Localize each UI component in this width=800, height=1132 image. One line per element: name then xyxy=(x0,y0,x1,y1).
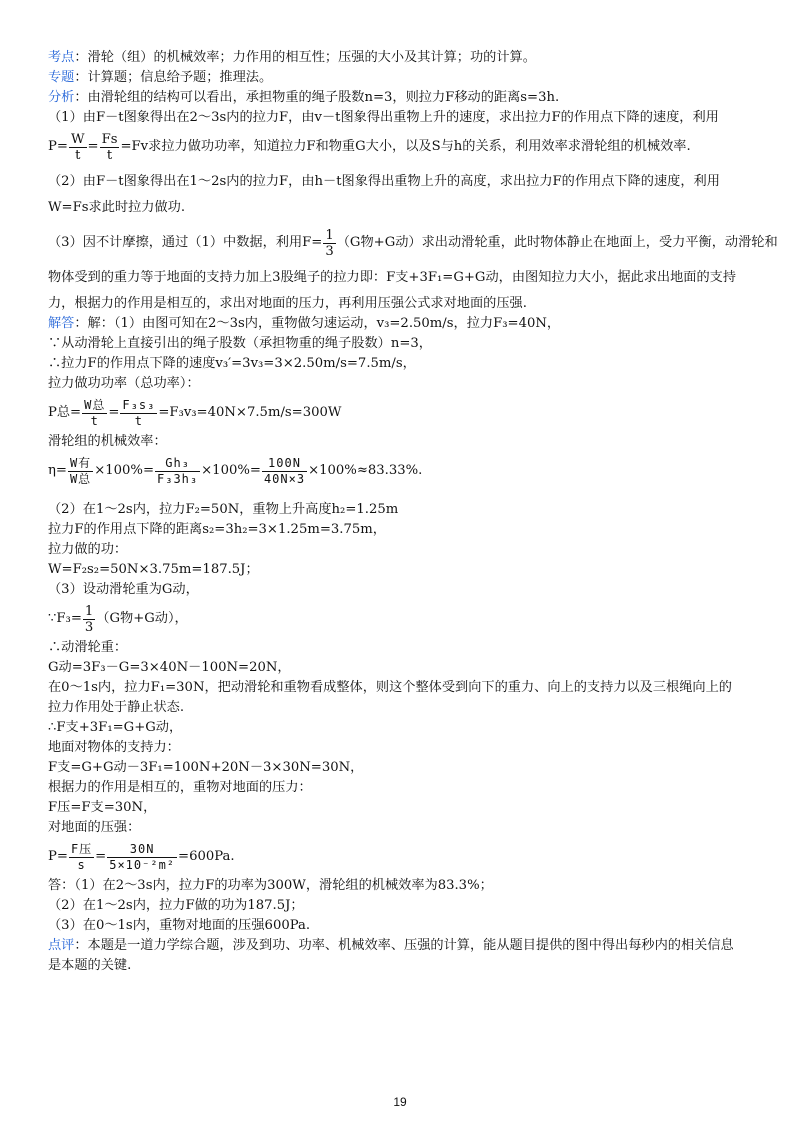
solution-line19: 对地面的压强： xyxy=(48,820,141,835)
fraction-one-third xyxy=(323,228,335,259)
solution-line2: ∴拉力F的作用点下降的速度v₃′=3v₃=3×2.50m/s=7.5m/s， xyxy=(48,356,416,371)
frac-den: t xyxy=(134,413,143,428)
solution-line14: ∴F支+3F₁=G+G动， xyxy=(48,720,183,735)
frac-num: W xyxy=(70,131,85,147)
dianping-label: 点评 xyxy=(48,938,75,953)
frac-num: 100N xyxy=(262,456,307,472)
pa-suffix: =600Pa. xyxy=(178,849,235,864)
frac-den: F₃3h₃ xyxy=(157,471,199,486)
p-suffix: =F₃v₃=40N×7.5m/s=300W xyxy=(158,405,342,420)
fenxi-line xyxy=(48,88,756,108)
analysis3-suffix: （G物+G动）求出动滑轮重，此时物体静止在地面上，受力平衡，动滑轮和 xyxy=(336,235,778,250)
pa-prefix: P= xyxy=(48,849,68,864)
frac-num: Fs xyxy=(101,131,118,147)
frac-den: s xyxy=(77,857,86,872)
solution-line6: 拉力F的作用点下降的距离s₂=3h₂=3×1.25m=3.75m， xyxy=(48,522,386,537)
solution-line11: G动=3F₃－G=3×40N－100N=20N， xyxy=(48,660,291,675)
frac-num: F压 xyxy=(70,841,93,856)
solution-line7: 拉力做的功： xyxy=(48,542,128,557)
answer-line3: （3）在0～1s内，重物对地面的压强600Pa. xyxy=(48,918,311,933)
analysis1-line1: （1）由F－t图象得出在2～3s内的拉力F，由v－t图象得出重物上升的速度，求出拉力F的作用点下降的速度，利用 xyxy=(48,110,719,125)
eta-prefix: η= xyxy=(48,463,67,478)
answer-line1: 答：（1）在2～3s内，拉力F的功率为300W，滑轮组的机械效率为83.3%； xyxy=(48,878,493,893)
frac-num: W有 xyxy=(69,455,92,470)
fraction-fpressure-over-s xyxy=(69,842,94,873)
document-body xyxy=(48,48,778,976)
fraction-gh3-over-f3-3h3 xyxy=(155,456,200,487)
answer-line2: （2）在1～2s内，拉力F做的功为187.5J； xyxy=(48,898,304,913)
total-power-formula xyxy=(48,394,756,432)
dianping-line2: 是本题的关键. xyxy=(48,958,132,973)
frac-den: t xyxy=(106,147,113,163)
frac-num: W总 xyxy=(84,397,106,412)
fraction-fs-over-t xyxy=(100,132,120,163)
analysis1-formula-line xyxy=(48,128,756,166)
dianping-line xyxy=(48,936,756,956)
p-prefix: P总= xyxy=(48,405,82,420)
fenxi-label: 分析 xyxy=(48,90,75,105)
kaodian-text: ：滑轮（组）的机械效率；力作用的相互性；压强的大小及其计算；功的计算。 xyxy=(74,50,536,65)
frac-den: W总 xyxy=(69,471,92,486)
p-eq: = xyxy=(108,405,120,420)
solution-line5: （2）在1～2s内，拉力F₂=50N，重物上升高度h₂=1.25m xyxy=(48,502,399,517)
zhuanti-text: ：计算题；信息给予题；推理法。 xyxy=(74,70,273,85)
frac-den: 3 xyxy=(84,619,94,635)
solution-line18: F压=F支=30N， xyxy=(48,800,157,815)
solution-line17: 根据力的作用是相互的，重物对地面的压力： xyxy=(48,780,312,795)
frac-den: t xyxy=(90,413,99,428)
frac-num: Gh₃ xyxy=(155,456,200,472)
page-number: 19 xyxy=(393,1095,407,1109)
frac-den: t xyxy=(75,147,81,163)
fraction-one-third xyxy=(83,604,95,635)
fraction-30n-over-area xyxy=(107,842,177,873)
solution-line9: （3）设动滑轮重为G动， xyxy=(48,582,199,597)
frac-den: 3 xyxy=(325,243,334,259)
pa-eq: = xyxy=(95,849,107,864)
fraction-w-over-t xyxy=(69,132,87,163)
fraction-w-total-over-t xyxy=(82,398,107,429)
fraction-f3s3-over-t xyxy=(120,398,157,429)
eta-mid2: ×100%= xyxy=(201,463,261,478)
solution-line8: W=F₂s₂=50N×3.75m=187.5J； xyxy=(48,562,259,577)
zhuanti-line xyxy=(48,68,756,88)
frac-num: F₃s₃ xyxy=(122,397,156,412)
analysis2-line1: （2）由F－t图象得出在1～2s内的拉力F，由h－t图象得出重物上升的高度，求出拉力F的作用点下降的速度，利用 xyxy=(48,174,720,189)
solution-line12: 在0～1s内，拉力F₁=30N，把动滑轮和重物看成整体，则这个整体受到向下的重力、向上的支持力以及三根绳向上的 xyxy=(48,680,732,695)
fraction-wuseful-over-wtotal xyxy=(68,456,93,487)
analysis1-suffix: =Fv求拉力做功功率，知道拉力F和物重G大小，以及S与h的关系，利用效率求滑轮组的机械效率. xyxy=(120,139,691,154)
solution-line16: F支=G+G动－3F₁=100N+20N－3×30N=30N， xyxy=(48,760,364,775)
frac-num: 1 xyxy=(325,227,334,243)
analysis3-line3: 力，根据力的作用是相互的，求出对地面的压力，再利用压强公式求对地面的压强. xyxy=(48,296,527,311)
analysis3-formula-line xyxy=(48,224,778,262)
analysis1-prefix: P= xyxy=(48,139,68,154)
eta-suffix: ×100%≈83.33%. xyxy=(308,463,423,478)
analysis2-line2: W=Fs求此时拉力做功. xyxy=(48,200,186,215)
solution-line4: 滑轮组的机械效率： xyxy=(48,434,167,449)
solution-line3: 拉力做功功率（总功率）： xyxy=(48,376,200,391)
f3-prefix: ∵F₃= xyxy=(48,611,82,626)
fenxi-text: ：由滑轮组的结构可以看出，承担物重的绳子股数n=3，则拉力F移动的距离s=3h. xyxy=(74,90,560,105)
f3-formula xyxy=(48,600,756,638)
analysis3-line2: 物体受到的重力等于地面的支持力加上3股绳子的拉力即：F支+3F₁=G+G动，由图知拉力大小，据此求出地面的支持 xyxy=(48,270,737,285)
pressure-formula xyxy=(48,838,756,876)
fraction-100n-over-40nx3 xyxy=(262,456,307,487)
kaodian-label: 考点 xyxy=(48,50,75,65)
kaodian-line xyxy=(48,48,756,68)
jieda-label: 解答 xyxy=(48,316,75,331)
jieda-line xyxy=(48,314,756,334)
efficiency-formula xyxy=(48,452,756,490)
analysis1-eq: = xyxy=(87,139,99,154)
eta-mid1: ×100%= xyxy=(94,463,154,478)
solution-line10: ∴动滑轮重： xyxy=(48,640,128,655)
f3-suffix: （G物+G动）， xyxy=(96,611,188,626)
frac-num: 30N xyxy=(107,842,177,858)
analysis3-prefix: （3）因不计摩擦，通过（1）中数据，利用F= xyxy=(48,235,323,250)
dianping-text: ：本题是一道力学综合题，涉及到功、功率、机械效率、压强的计算，能从题目提供的图中得出每秒内的相关信息 xyxy=(74,938,734,953)
frac-den: 40N×3 xyxy=(263,471,306,486)
solution-line13: 拉力作用处于静止状态. xyxy=(48,700,185,715)
zhuanti-label: 专题 xyxy=(48,70,75,85)
jieda-text: ：解：（1）由图可知在2～3s内，重物做匀速运动，v₃=2.50m/s，拉力F₃=40N， xyxy=(74,316,561,331)
frac-den: 5×10⁻²m² xyxy=(109,857,176,872)
solution-line1: ∵从动滑轮上直接引出的绳子股数（承担物重的绳子股数）n=3， xyxy=(48,336,432,351)
frac-num: 1 xyxy=(84,603,94,619)
solution-line15: 地面对物体的支持力： xyxy=(48,740,180,755)
